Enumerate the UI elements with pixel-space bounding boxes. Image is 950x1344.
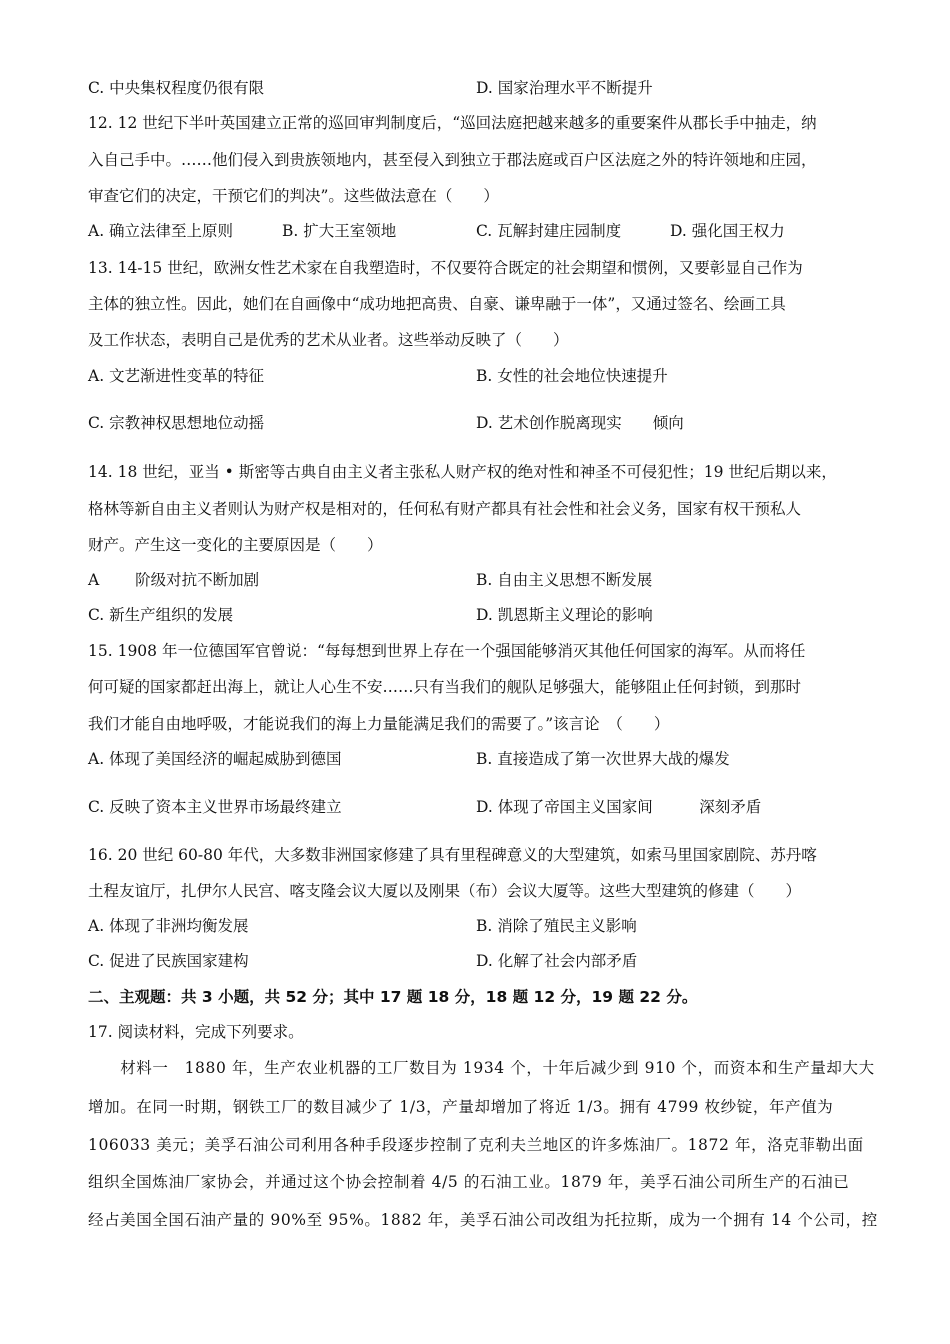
- q13-stem-line-1: 13. 14-15 世纪，欧洲女性艺术家在自我塑造时，不仅要符合既定的社会期望和惯例，又要彰显自己作为: [88, 259, 803, 277]
- q15-option-a: A. 体现了美国经济的崛起威胁到德国: [88, 750, 342, 768]
- q17-material-line-3: 106033 美元；美孚石油公司利用各种手段逐步控制了克利夫兰地区的许多炼油厂。1872 年，洛克菲勒出面: [88, 1136, 864, 1154]
- q14-option-b: B. 自由主义思想不断发展: [476, 571, 653, 589]
- q15-option-c: C. 反映了资本主义世界市场最终建立: [88, 798, 342, 816]
- q14-option-a: A 阶级对抗不断加剧: [88, 571, 260, 589]
- q14-option-d: D. 凯恩斯主义理论的影响: [476, 606, 653, 624]
- q13-option-a: A. 文艺渐进性变革的特征: [88, 367, 265, 385]
- q12-option-a: A. 确立法律至上原则: [88, 222, 234, 240]
- q12-stem-line-1: 12. 12 世纪下半叶英国建立正常的巡回审判制度后，“巡回法庭把越来越多的重要案件从郡长手中抽走，纳: [88, 114, 817, 132]
- q12-stem-line-3: 审查它们的决定，干预它们的判决”。这些做法意在（ ）: [88, 187, 499, 205]
- q16-stem-line-2: 土程友谊厅，扎伊尔人民宫、喀支隆会议大厦以及刚果（布）会议大厦等。这些大型建筑的修建（ ）: [88, 882, 802, 900]
- q12-stem-line-2: 入自己手中。……他们侵入到贵族领地内，甚至侵入到独立于郡法庭或百户区法庭之外的特许领地和庄园，: [88, 151, 817, 169]
- q12-option-c: C. 瓦解封建庄园制度: [476, 222, 622, 240]
- q17-material-line-1: 材料一 1880 年，生产农业机器的工厂数目为 1934 个，十年后减少到 910 个，而资本和生产量却大大: [88, 1059, 875, 1077]
- q14-stem-line-1: 14. 18 世纪，亚当 • 斯密等古典自由主义者主张私人财产权的绝对性和神圣不可侵犯性；19 世纪后期以来，: [88, 463, 837, 481]
- q16-option-b: B. 消除了殖民主义影响: [476, 917, 637, 935]
- q15-stem-line-2: 何可疑的国家都赶出海上，就让人心生不安……只有当我们的舰队足够强大，能够阻止任何封锁，到那时: [88, 678, 802, 696]
- q11-option-d: D. 国家治理水平不断提升: [476, 79, 653, 97]
- q14-stem-line-2: 格林等新自由主义者则认为财产权是相对的，任何私有财产都具有社会性和社会义务，国家有权干预私人: [88, 500, 802, 518]
- q17-material-line-4: 组织全国炼油厂家协会，并通过这个协会控制着 4/5 的石油工业。1879 年，美孚石油公司所生产的石油已: [88, 1173, 850, 1191]
- q16-option-d: D. 化解了社会内部矛盾: [476, 952, 638, 970]
- q15-stem-line-1: 15. 1908 年一位德国军官曾说：“每每想到世界上存在一个强国能够消灭其他任何国家的海军。从而将任: [88, 642, 806, 660]
- q16-option-c: C. 促进了民族国家建构: [88, 952, 249, 970]
- q17-stem: 17. 阅读材料，完成下列要求。: [88, 1023, 304, 1041]
- q16-stem-line-1: 16. 20 世纪 60-80 年代，大多数非洲国家修建了具有里程碑意义的大型建筑，如索马里国家剧院、苏丹喀: [88, 846, 817, 864]
- q13-stem-line-3: 及工作状态，表明自己是优秀的艺术从业者。这些举动反映了（ ）: [88, 331, 569, 349]
- q15-option-b: B. 直接造成了第一次世界大战的爆发: [476, 750, 730, 768]
- q13-option-d: D. 艺术创作脱离现实 倾向: [476, 414, 684, 432]
- q14-stem-line-3: 财产。产生这一变化的主要原因是（ ）: [88, 536, 383, 554]
- q16-option-a: A. 体现了非洲均衡发展: [88, 917, 249, 935]
- q13-option-b: B. 女性的社会地位快速提升: [476, 367, 668, 385]
- section-heading: 二、主观题：共 3 小题，共 52 分；其中 17 题 18 分，18 题 12 分，19 题 22 分。: [88, 988, 698, 1006]
- q11-option-c: C. 中央集权程度仍很有限: [88, 79, 265, 97]
- q13-option-c: C. 宗教神权思想地位动摇: [88, 414, 265, 432]
- q17-material-line-5: 经占美国全国石油产量的 90%至 95%。1882 年，美孚石油公司改组为托拉斯，成为一个拥有 14 个公司，控: [88, 1211, 878, 1229]
- q15-option-d: D. 体现了帝国主义国家间 深刻矛盾: [476, 798, 762, 816]
- q15-stem-line-3: 我们才能自由地呼吸，才能说我们的海上力量能满足我们的需要了。”该言论 （ ）: [88, 715, 670, 733]
- q17-material-line-2: 增加。在同一时期，钢铁工厂的数目减少了 1/3，产量却增加了将近 1/3。拥有 4799 枚纱锭，年产值为: [88, 1098, 834, 1116]
- q12-option-d: D. 强化国王权力: [670, 222, 785, 240]
- q12-option-b: B. 扩大王室领地: [282, 222, 397, 240]
- q13-stem-line-2: 主体的独立性。因此，她们在自画像中“成功地把高贵、自豪、谦卑融于一体”，又通过签名、绘画工具: [88, 295, 786, 313]
- q14-option-c: C. 新生产组织的发展: [88, 606, 234, 624]
